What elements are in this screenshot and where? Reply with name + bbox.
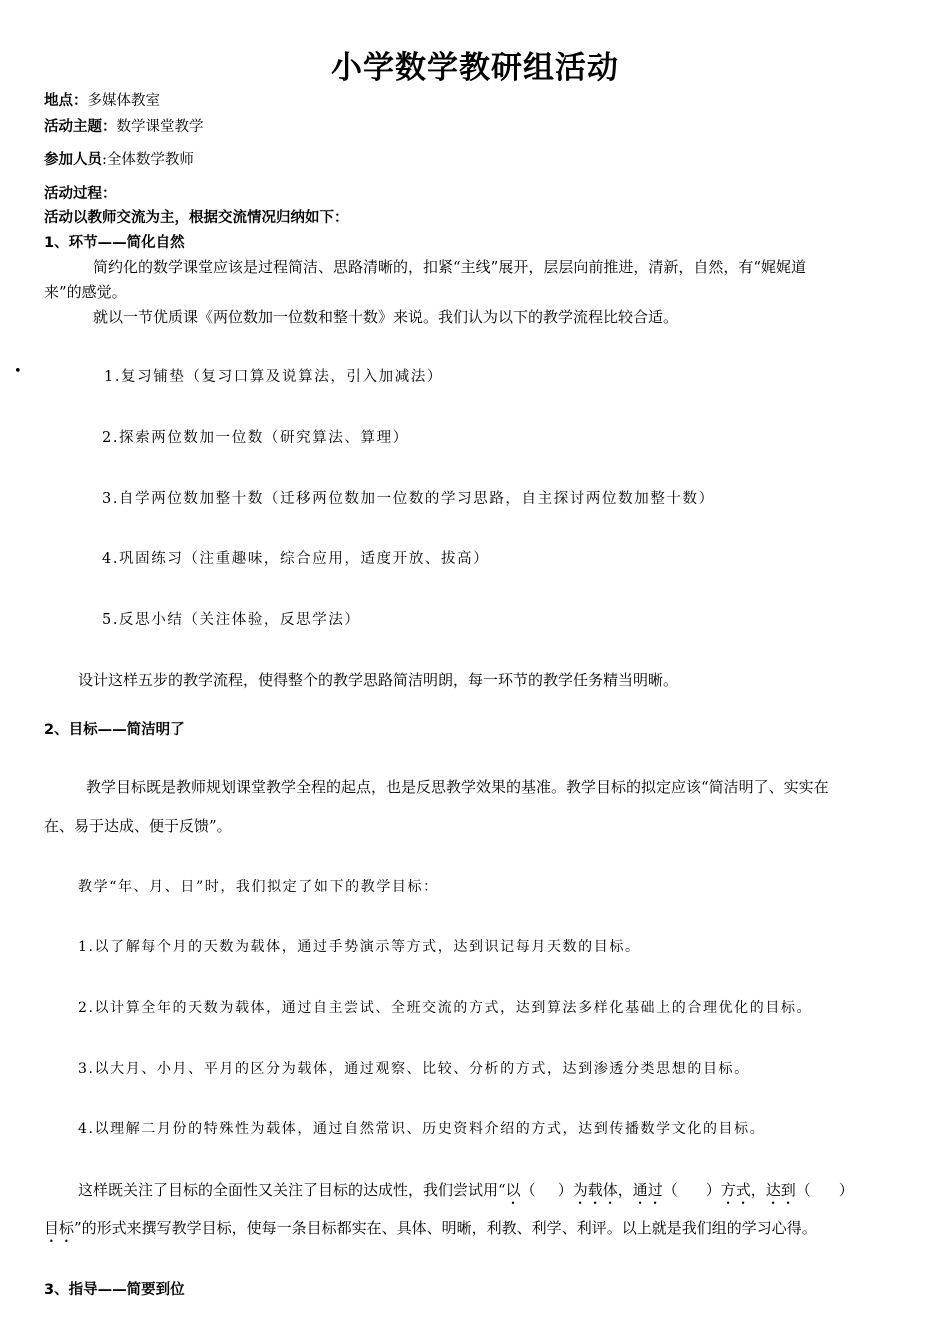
section1-summary: 设计这样五步的教学流程，使得整个的教学思路简洁明朗，每一环节的教学任务精当明晰。 [78,671,679,689]
section1-para1-line2: 来”的感觉。 [44,283,127,301]
participants-value: :全体数学教师 [102,152,194,168]
goal-4: 4.以理解二月份的特殊性为载体，通过自然常识、历史资料介绍的方式，达到传播数学文化的目标。 [78,1121,766,1137]
closing-text-d: ）方式，达到（ [705,1181,811,1199]
bullet-marker: • [14,364,22,379]
section1-heading: 1、环节——简化自然 [44,235,185,251]
location-value: 多媒体教室 [87,93,160,109]
section2-para1-line2: 在、易于达成、便于反馈”。 [44,817,232,835]
theme-line [44,115,204,136]
theme-value: 数学课堂教学 [116,119,204,135]
goal-1: 1.以了解每个月的天数为载体，通过手势演示等方式，达到识记每月天数的目标。 [78,939,641,955]
closing-text-tail: ”的形式来撰写教学目标，使每一条目标都实在、具体、明晰，利教、利学、利评。以上就是我们组的学习心得。 [74,1219,817,1237]
section1-para1-line1: 简约化的数学课堂应该是过程简洁、思路清晰的，扣紧“主线”展开，层层向前推进，清新，自然，有“娓娓道 [93,258,807,276]
step-4: 4.巩固练习（注重趣味，综合应用，适度开放、拔高） [102,551,490,567]
goal-3: 3.以大月、小月、平月的区分为载体，通过观察、比较、分析的方式，达到渗透分类思想的目标。 [78,1061,750,1077]
participants-line [44,148,194,169]
step-5: 5.反思小结（关注体验，反思学法） [102,612,361,628]
section3-heading: 3、指导——简要到位 [44,1282,185,1298]
section2-closing-line1 [78,1179,854,1208]
location-label: 地点： [44,93,88,109]
goal-2: 2.以计算全年的天数为载体，通过自主尝试、全班交流的方式，达到算法多样化基础上的合理优化的目标。 [78,1000,813,1016]
section2-para1-line1: 教学目标既是教师规划课堂教学全程的起点，也是反思教学效果的基准。教学目标的拟定应该“简洁明了、实实在 [86,778,829,796]
section2-lead: 教学“年、月、日”时，我们拟定了如下的教学目标： [78,879,439,895]
process-label: 活动过程： [44,186,117,202]
section1-para2: 就以一节优质课《两位数加一位数和整十数》来说。我们认为以下的教学流程比较合适。 [93,308,679,326]
location-line [44,89,160,110]
closing-text-a: 这样既关注了目标的全面性又关注了目标的达成性，我们尝试用“ [78,1181,506,1199]
section2-closing-line2 [44,1217,817,1246]
step-2: 2.探索两位数加一位数（研究算法、算理） [102,430,409,446]
theme-label: 活动主题： [44,119,117,135]
step-3: 3.自学两位数加整十数（迁移两位数加一位数的学习思路，自主探讨两位数加整十数） [102,491,715,507]
step-1: 1.复习铺垫（复习口算及说算法，引入加减法） [104,369,444,385]
intro-line: 活动以教师交流为主，根据交流情况归纳如下： [44,210,349,226]
participants-label: 参加人员 [44,152,102,168]
closing-text-b: 以（ [505,1181,536,1199]
page-title: 小学数学教研组活动 [331,50,619,86]
closing-text-e: ） [838,1181,854,1199]
section2-heading: 2、目标——简洁明了 [44,722,185,738]
closing-target-word: 目标 [44,1219,75,1237]
closing-text-c: ）为载体，通过（ [557,1181,678,1199]
